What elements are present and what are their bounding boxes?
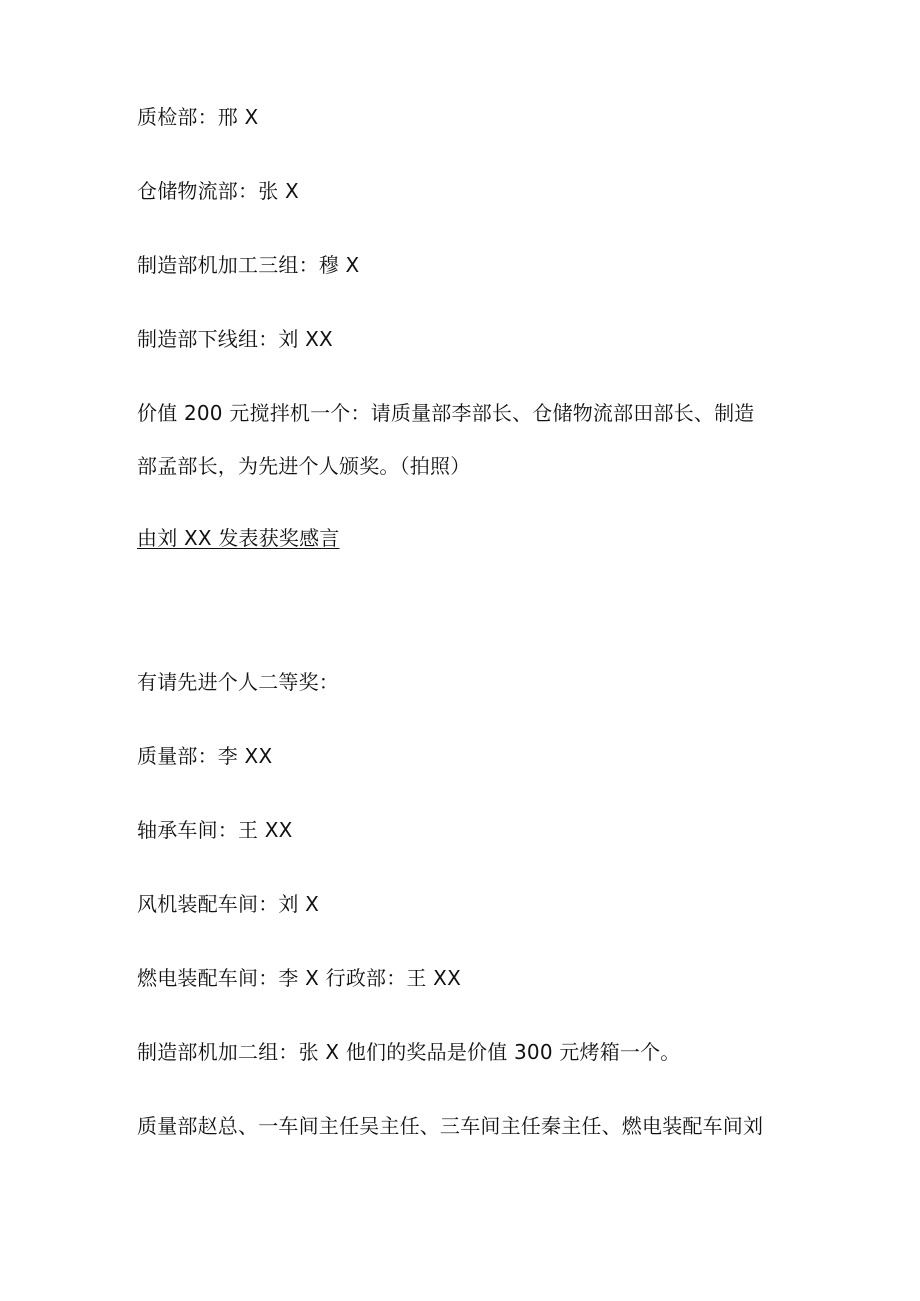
text-line: 质量部赵总、一车间主任吴主任、三车间主任秦主任、燃电装配车间刘 — [137, 1114, 764, 1138]
text-line: 价值 200 元搅拌机一个：请质量部李部长、仓储物流部田部长、制造 — [137, 401, 755, 425]
text-line: 燃电装配车间：李 X 行政部：王 XX — [137, 966, 461, 990]
text-line: 部孟部长，为先进个人颁奖。（拍照） — [137, 454, 471, 478]
underlined-text-line: 由刘 XX 发表获奖感言 — [137, 526, 340, 550]
text-line: 制造部机加工三组：穆 X — [137, 253, 360, 277]
text-line: 风机装配车间：刘 X — [137, 892, 320, 916]
text-line: 轴承车间：王 XX — [137, 818, 293, 842]
text-line: 仓储物流部：张 X — [137, 179, 299, 203]
text-line: 质量部：李 XX — [137, 744, 273, 768]
text-line: 制造部机加二组：张 X 他们的奖品是价值 300 元烤箱一个。 — [137, 1040, 681, 1064]
text-line: 制造部下线组：刘 XX — [137, 327, 333, 351]
text-line: 有请先进个人二等奖： — [137, 670, 339, 694]
text-line: 质检部：邢 X — [137, 105, 259, 129]
